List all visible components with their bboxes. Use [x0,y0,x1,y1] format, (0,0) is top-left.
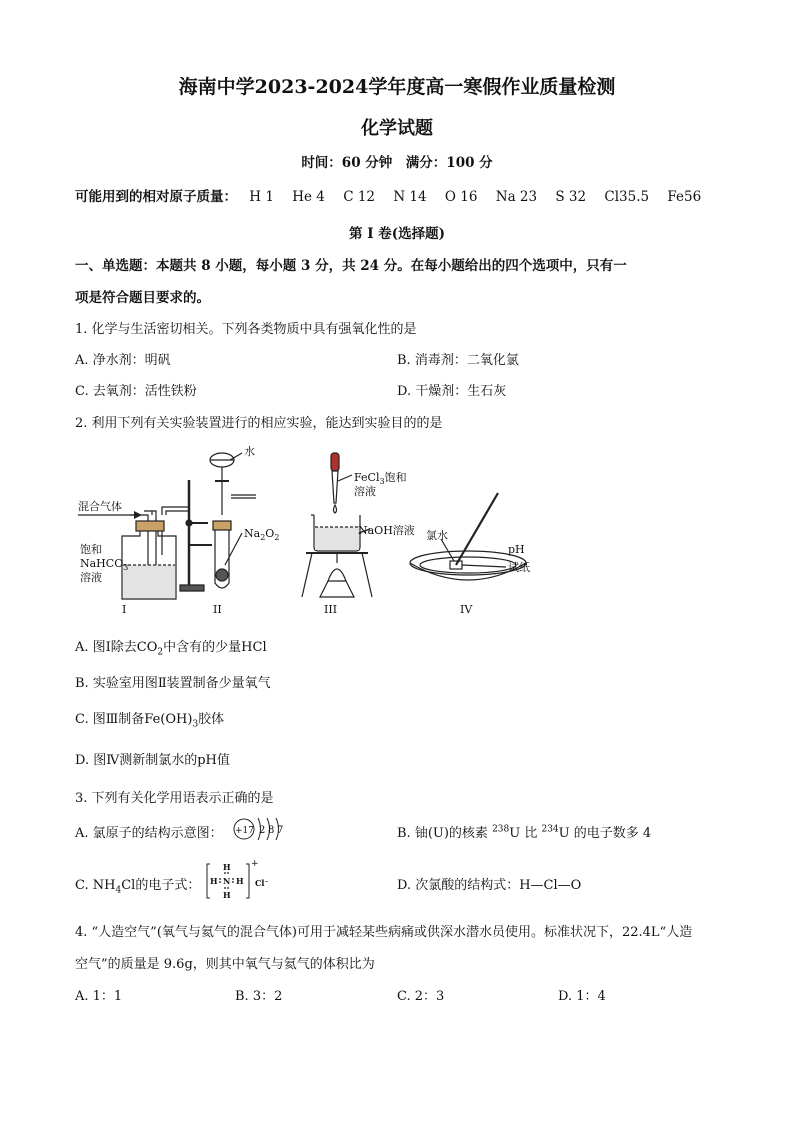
mass-o: O 16 [444,189,478,205]
exam-info: 时间：60 分钟 满分：100 分 [301,155,493,171]
nahco3-line3: 溶液 [80,571,102,584]
ph-label: pH [508,543,525,556]
apparatus-1 [78,499,188,616]
q2-option-c: C. 图Ⅲ制备$Fe(OH)_3$胶体 [75,712,225,730]
nahco3-line1: 饱和 [80,543,102,556]
nucleus-charge: +17 [235,826,254,836]
section-instruction-1: 一、单选题：本题共 8 小题，每小题 3 分，共 24 分。在每小题给出的四个选项中，只有一 [75,258,627,274]
chloride-ion: Cl⁻ [255,878,269,888]
nahco3-line2: NaHCO$_3$ [80,557,129,572]
mass-n: N 14 [393,189,427,205]
figure-label-i: I [122,603,127,616]
atomic-mass-label: 可能用到的相对原子质量： [75,189,237,205]
q3-option-c: C. $NH_4Cl$的电子式： [75,878,201,896]
mass-fe: Fe56 [667,189,702,205]
q4-stem-line1: 4. “人造空气”(氧气与氦气的混合气体)可用于减轻某些病痛或供深水潜水员使用。标准状况下，22.4L“人造 [75,925,693,940]
mass-he: He 4 [292,189,325,205]
subject-title: 化学试题 [361,118,433,139]
q2-stem: 2. 利用下列有关实验装置进行的相应实验，能达到实验目的的是 [75,416,443,431]
h-bottom: H [223,890,231,900]
q2-option-a: A. 图Ⅰ除去$CO_2$中含有的少量HCl [75,640,267,658]
n-center: N [223,876,231,886]
q3-stem: 3. 下列有关化学用语表示正确的是 [75,791,274,806]
apparatus-4 [410,493,530,616]
test-paper-label: 试纸 [508,561,530,574]
q1-option-d: D. 干燥剂：生石灰 [397,384,507,399]
section-title: 第 I 卷(选择题) [349,226,445,242]
q2-apparatus-figure [70,445,550,625]
q3-option-b: B. 铀(U)的核素 $^{238}$U 比 $^{234}$U 的电子数多 4 [397,824,652,841]
shell-1: 2 [259,825,266,836]
cation-charge: + [251,859,259,869]
q3-option-d: D. 次氯酸的结构式：H—Cl—O [397,878,582,893]
h-top: H [223,862,231,872]
mass-c: C 12 [343,189,376,205]
mass-cl: Cl35.5 [604,189,650,205]
shell-2: 8 [268,825,275,836]
apparatus-2 [180,445,279,616]
na2o2-label: $Na_2O_2$ [244,527,280,542]
fecl3-label2: 溶液 [354,485,376,498]
q4-option-d: D. 1：4 [558,989,606,1004]
mass-s: S 32 [555,189,587,205]
shell-3: 7 [277,825,284,836]
apparatus-3 [302,453,415,616]
figure-label-iii: III [324,603,338,616]
q4-stem-line2: 空气”的质量是 9.6g，则其中氧气与氦气的体积比为 [75,957,375,972]
q3-option-a: A. 氯原子的结构示意图： [75,826,223,841]
figure-label-ii: II [213,603,222,616]
fecl3-label1: FeCl$_3$饱和 [354,471,407,486]
chlorine-water-label: 氯水 [426,529,448,542]
q1-option-b: B. 消毒剂：二氧化氯 [397,353,519,368]
atomic-mass-row [75,185,715,205]
q4-option-a: A. 1：1 [75,989,123,1004]
q4-option-c: C. 2：3 [397,989,445,1004]
mass-h: H 1 [249,189,274,205]
q2-option-d: D. 图Ⅳ测新制氯水的pH值 [75,753,230,768]
q2-option-b: B. 实验室用图Ⅱ装置制备少量氧气 [75,676,271,691]
figure-label-iv: IV [460,603,473,616]
naoh-label: NaOH溶液 [358,524,415,537]
q4-option-b: B. 3：2 [235,989,283,1004]
chlorine-atom-diagram [232,812,292,846]
nh4cl-electron-formula [206,858,272,904]
page-title: 海南中学2023-2024学年度高一寒假作业质量检测 [178,76,616,98]
water-label: 水 [244,445,255,458]
mass-na: Na 23 [495,189,538,205]
q1-stem: 1. 化学与生活密切相关。下列各类物质中具有强氧化性的是 [75,322,417,337]
h-left: H [210,876,218,886]
h-right: H [236,876,244,886]
section-instruction-2: 项是符合题目要求的。 [75,290,210,306]
gas-label: 混合气体 [78,500,122,513]
q1-option-c: C. 去氧剂：活性铁粉 [75,384,197,399]
q1-option-a: A. 净水剂：明矾 [75,353,171,368]
